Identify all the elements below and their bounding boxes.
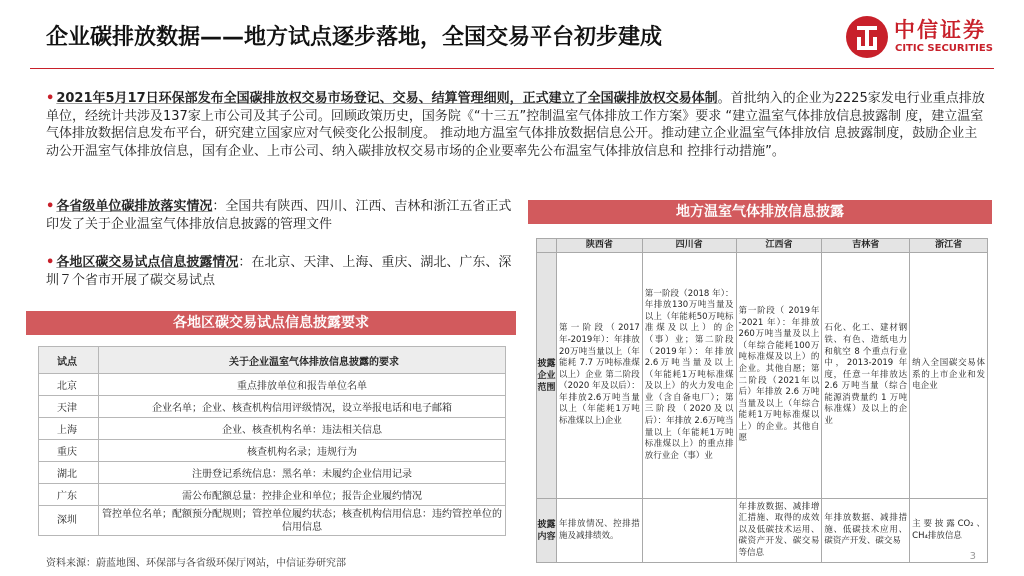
- right-table-banner: 地方温室气体排放信息披露: [528, 200, 992, 224]
- table-row: [39, 396, 506, 418]
- table-cell: 天津: [39, 396, 99, 418]
- bullet-highlight: 各地区碳交易试点信息披露情况: [56, 255, 239, 270]
- table-cell: 需公布配额总量：控排企业和单位；报告企业履约情况: [99, 484, 506, 506]
- column-header: 关于企业温室气体排放信息披露的要求: [99, 347, 506, 374]
- page-title: 企业碳排放数据——地方试点逐步落地，全国交易平台初步建成: [46, 25, 663, 50]
- table-cell: 纳入全国碳交易体系的上市企业和发电企业: [910, 253, 988, 499]
- bullet-dot-icon: •: [46, 91, 55, 106]
- table-row: [537, 253, 988, 499]
- bullet-dot-icon: •: [46, 255, 55, 270]
- citic-logo-icon: [846, 16, 888, 58]
- provincial-disclosure-table: [536, 238, 988, 563]
- column-header: 浙江省: [910, 239, 988, 253]
- bullet-text: 。首批纳入的企业为2225家发电行业重点排放单位，经统计共涉及137家上市公司及其子公司。回顾政策历史，国务院《“十三五”控制温室气体排放工作方案》要求 “建立温室气体排放信息披露制 度，建立温室气体排放数据信息发布平台，研究建立国家应对气候变化公报制度。 推动地方温室气体排放数据信息公开。推动建立企业温室气体排放信 息披露制度，鼓励企业主动公开温室气体排放信息，国有企业、上市公司、纳入碳排放权交易市场的企业要率先公布温室气体排放信息和 控排行动措施”。: [46, 91, 985, 159]
- table-row: [39, 374, 506, 396]
- column-header: 吉林省: [822, 239, 910, 253]
- bullet-national-market: [46, 90, 986, 160]
- table-row: [39, 484, 506, 506]
- table-cell: 湖北: [39, 462, 99, 484]
- pilot-disclosure-table: [38, 346, 506, 536]
- table-cell: 第一阶段（2017 年-2019年）：年排放20万吨当量以上（年能耗 7.7 万吨标准煤以上）企业 第二阶段（2020 年及以后）：年排放2.6万吨当量以上（年能耗1万吨标准煤以上)企业: [556, 253, 642, 499]
- table-cell: 年排放数据、减排措施、低碳技术应用、碳资产开发、碳交易: [822, 499, 910, 563]
- table-row: [39, 506, 506, 536]
- table-cell: 广东: [39, 484, 99, 506]
- table-cell: [642, 499, 736, 563]
- bullet-pilots: [46, 254, 518, 289]
- table-cell: 注册登记系统信息：黑名单：未履约企业信用记录: [99, 462, 506, 484]
- bullet-highlight: 各省级单位碳排放落实情况: [56, 199, 213, 214]
- table-cell: 企业、核查机构名单：违法相关信息: [99, 418, 506, 440]
- row-header: 披露企业范围: [537, 253, 557, 499]
- table-cell: 管控单位名单；配额预分配规则；管控单位履约状态；核查机构信用信息：违约管控单位的信用信息: [99, 506, 506, 536]
- left-table-banner: 各地区碳交易试点信息披露要求: [26, 311, 516, 335]
- table-cell: 重点排放单位和报告单位名单: [99, 374, 506, 396]
- column-header: 江西省: [736, 239, 822, 253]
- table-cell: 深圳: [39, 506, 99, 536]
- table-cell: 企业名单；企业、核查机构信用评级情况，设立举报电话和电子邮箱: [99, 396, 506, 418]
- bullet-dot-icon: •: [46, 199, 55, 214]
- source-note: 资料来源：蔚蓝地图、环保部与各省级环保厅网站，中信证券研究部: [46, 558, 346, 569]
- table-cell: 石化、化工、建材钢铁、有色、造纸电力和航空 8 个重点行业中，2013-2019 年度，任意一年排放达 2.6 万吨当量（综合能源消费量约 1 万吨标准煤）及以上的企业: [822, 253, 910, 499]
- table-row: [39, 462, 506, 484]
- column-header: 四川省: [642, 239, 736, 253]
- logo-english: CITIC SECURITIES: [895, 43, 993, 54]
- bullet-text: ：在北京、天津、上海、重庆、湖北、广东、深圳７个省市开展了碳交易试点: [46, 255, 512, 288]
- page-number: 3: [969, 551, 976, 562]
- title-divider: [30, 68, 994, 69]
- bullet-provincial: [46, 198, 518, 233]
- bullet-text: ：全国共有陕西、四川、江西、吉林和浙江五省正式印发了关于企业温室气体排放信息披露的管理文件: [46, 199, 512, 232]
- table-cell: 上海: [39, 418, 99, 440]
- table-cell: 核查机构名录；违规行为: [99, 440, 506, 462]
- row-header: 披露内容: [537, 499, 557, 563]
- table-cell: 重庆: [39, 440, 99, 462]
- bullet-highlight: 2021年5月17日环保部发布全国碳排放权交易市场登记、交易、结算管理细则，正式建立了全国碳排放权交易体制: [56, 91, 718, 106]
- table-row: [39, 418, 506, 440]
- column-header: [537, 239, 557, 253]
- table-header-row: [537, 239, 988, 253]
- brand-logo: [846, 14, 1006, 60]
- table-cell: 第一阶段（ 2019年 -2021 年）：年排放260万吨当量及以上（年综合能耗100万吨标准煤及以上）的企业。其他自愿；第二阶段（2021年以后）年排放 2.6 万吨当量及以上（年综合能耗1万吨标准煤以上）的企业。其他自愿: [736, 253, 822, 499]
- table-cell: 年排放数据、减排增汇措施、取得的成效以及低碳技术运用、碳资产开发、碳交易等信息: [736, 499, 822, 563]
- table-row: [537, 499, 988, 563]
- column-header: 试点: [39, 347, 99, 374]
- table-cell: 主要披露CO₂、CH₄排放信息: [910, 499, 988, 563]
- table-cell: 年排放情况、控排措施及减排绩效。: [556, 499, 642, 563]
- table-cell: 北京: [39, 374, 99, 396]
- logo-name: 中信证券: [894, 18, 986, 42]
- table-row: [39, 440, 506, 462]
- table-header-row: [39, 347, 506, 374]
- table-cell: 第一阶段（2018 年）：年排放130万吨当量及以上（年能耗50万吨标准煤及以上）的企（事）业；第二阶段（2019年）：年排放2.6万吨当量及以上（年能耗1万吨标准煤及以上）的火力发电企业（含自备电厂）；第三阶段（2020及以后）：年排放 2.6万吨当量以上（年能耗1万吨标准煤以上）的重点排放行业企（事）业: [642, 253, 736, 499]
- column-header: 陕西省: [556, 239, 642, 253]
